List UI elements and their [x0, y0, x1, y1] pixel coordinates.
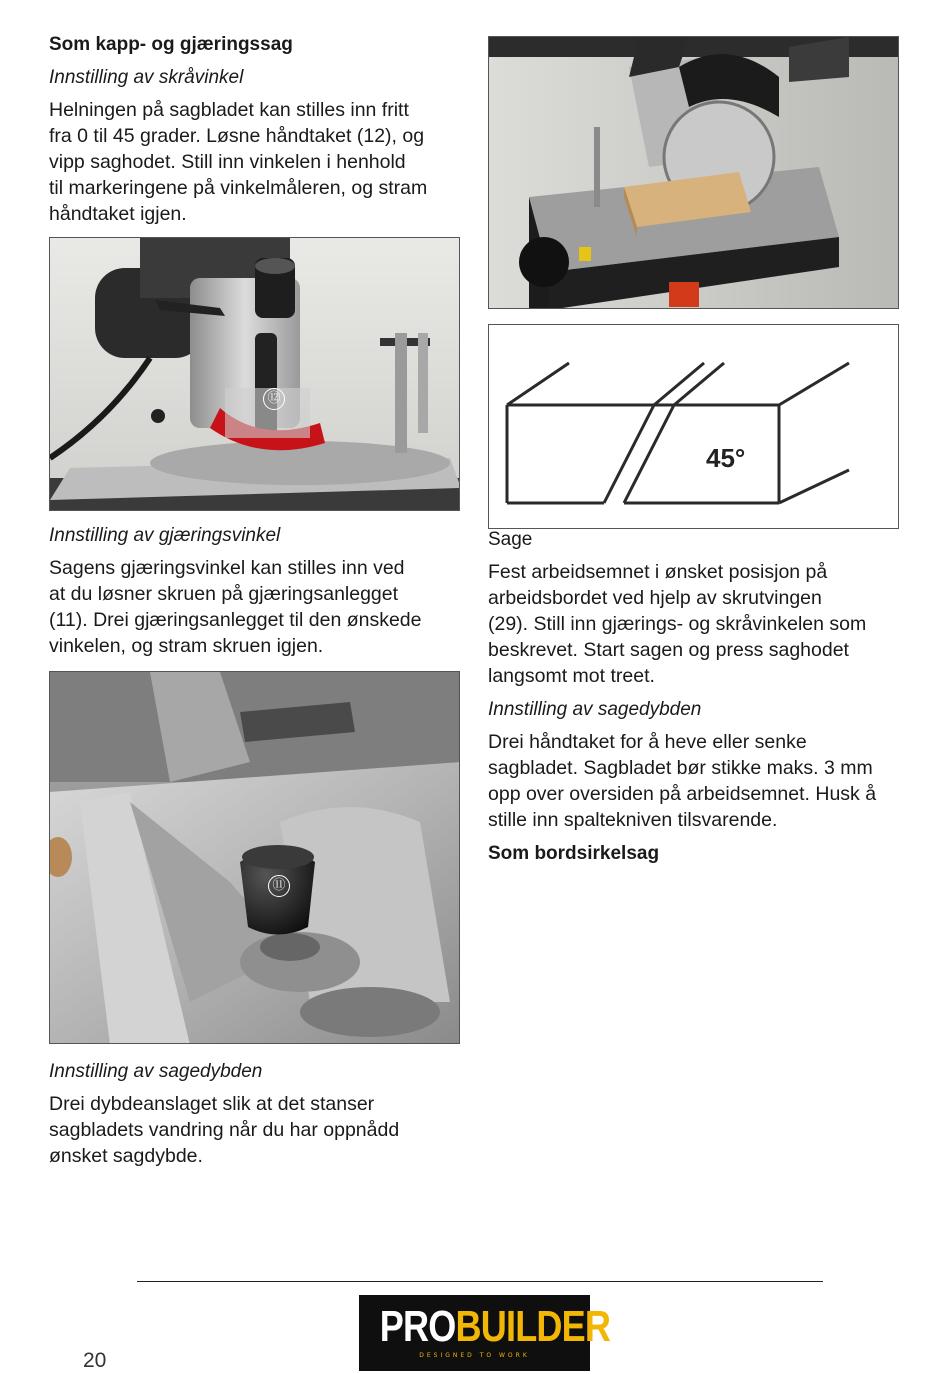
logo-tagline: DESIGNED TO WORK [419, 1352, 530, 1359]
photo-saw-cutting [488, 36, 899, 309]
paragraph-depth-left: Drei dybdeanslaget slik at det stanser sagbladets vandring når du har oppnådd ønsket sagdybde. [49, 1093, 400, 1167]
diagram-angle-label: 45° [706, 443, 746, 473]
section-heading-table-saw: Som bordsirkelsag [488, 843, 660, 864]
subheading-miter-angle: Innstilling av gjæringsvinkel [49, 525, 281, 546]
subheading-bevel-angle: Innstilling av skråvinkel [49, 67, 244, 88]
paragraph-bevel-angle: Helningen på sagbladet kan stilles inn fritt fra 0 til 45 grader. Løsne håndtaket (12), og vipp saghodet. Still inn vinkelen i henhold til markeringene på vinkelmåleren, og stram håndtaket igjen. [49, 99, 428, 225]
probuilder-logo [359, 1295, 611, 1371]
logo-wordmark: PROBUILDER [379, 1302, 611, 1351]
page-number: 20 [83, 1349, 107, 1372]
photo-miter-knob [49, 671, 460, 1044]
callout-12: ⑫ [263, 388, 285, 410]
diagram-45-degree-bevel [488, 324, 899, 529]
section-heading-miter-saw: Som kapp- og gjæringssag [49, 34, 293, 55]
paragraph-miter-angle: Sagens gjæringsvinkel kan stilles inn ved at du løsner skruen på gjæringsanlegget (11). Drei gjæringsanlegget til den ønskede vinkelen, og stram skruen igjen. [49, 557, 422, 657]
paragraph-sawing: Fest arbeidsemnet i ønsket posisjon på arbeidsbordet ved hjelp av skrutvingen (29). Still inn gjærings- og skråvinkelen som beskrevet. Start sagen og press saghodet langsomt mot treet. [488, 561, 867, 687]
subheading-depth-right: Innstilling av sagedybden [488, 699, 702, 720]
photo-bevel-handle [49, 237, 460, 511]
callout-11: ⑪ [268, 875, 290, 897]
subheading-sawing: Sage [488, 529, 533, 550]
photo-miter-knob-illustration [50, 672, 460, 1044]
diagram-45-degree-illustration [489, 325, 900, 530]
footer-divider [137, 1281, 823, 1282]
photo-bevel-handle-illustration [50, 238, 460, 511]
subheading-depth-left: Innstilling av sagedybden [49, 1061, 263, 1082]
paragraph-depth-right: Drei håndtaket for å heve eller senke sagbladet. Sagbladet bør stikke maks. 3 mm opp over oversiden på arbeidsemnet. Husk å stille inn spaltekniven tilsvarende. [488, 731, 877, 831]
photo-saw-cutting-illustration [489, 37, 899, 309]
